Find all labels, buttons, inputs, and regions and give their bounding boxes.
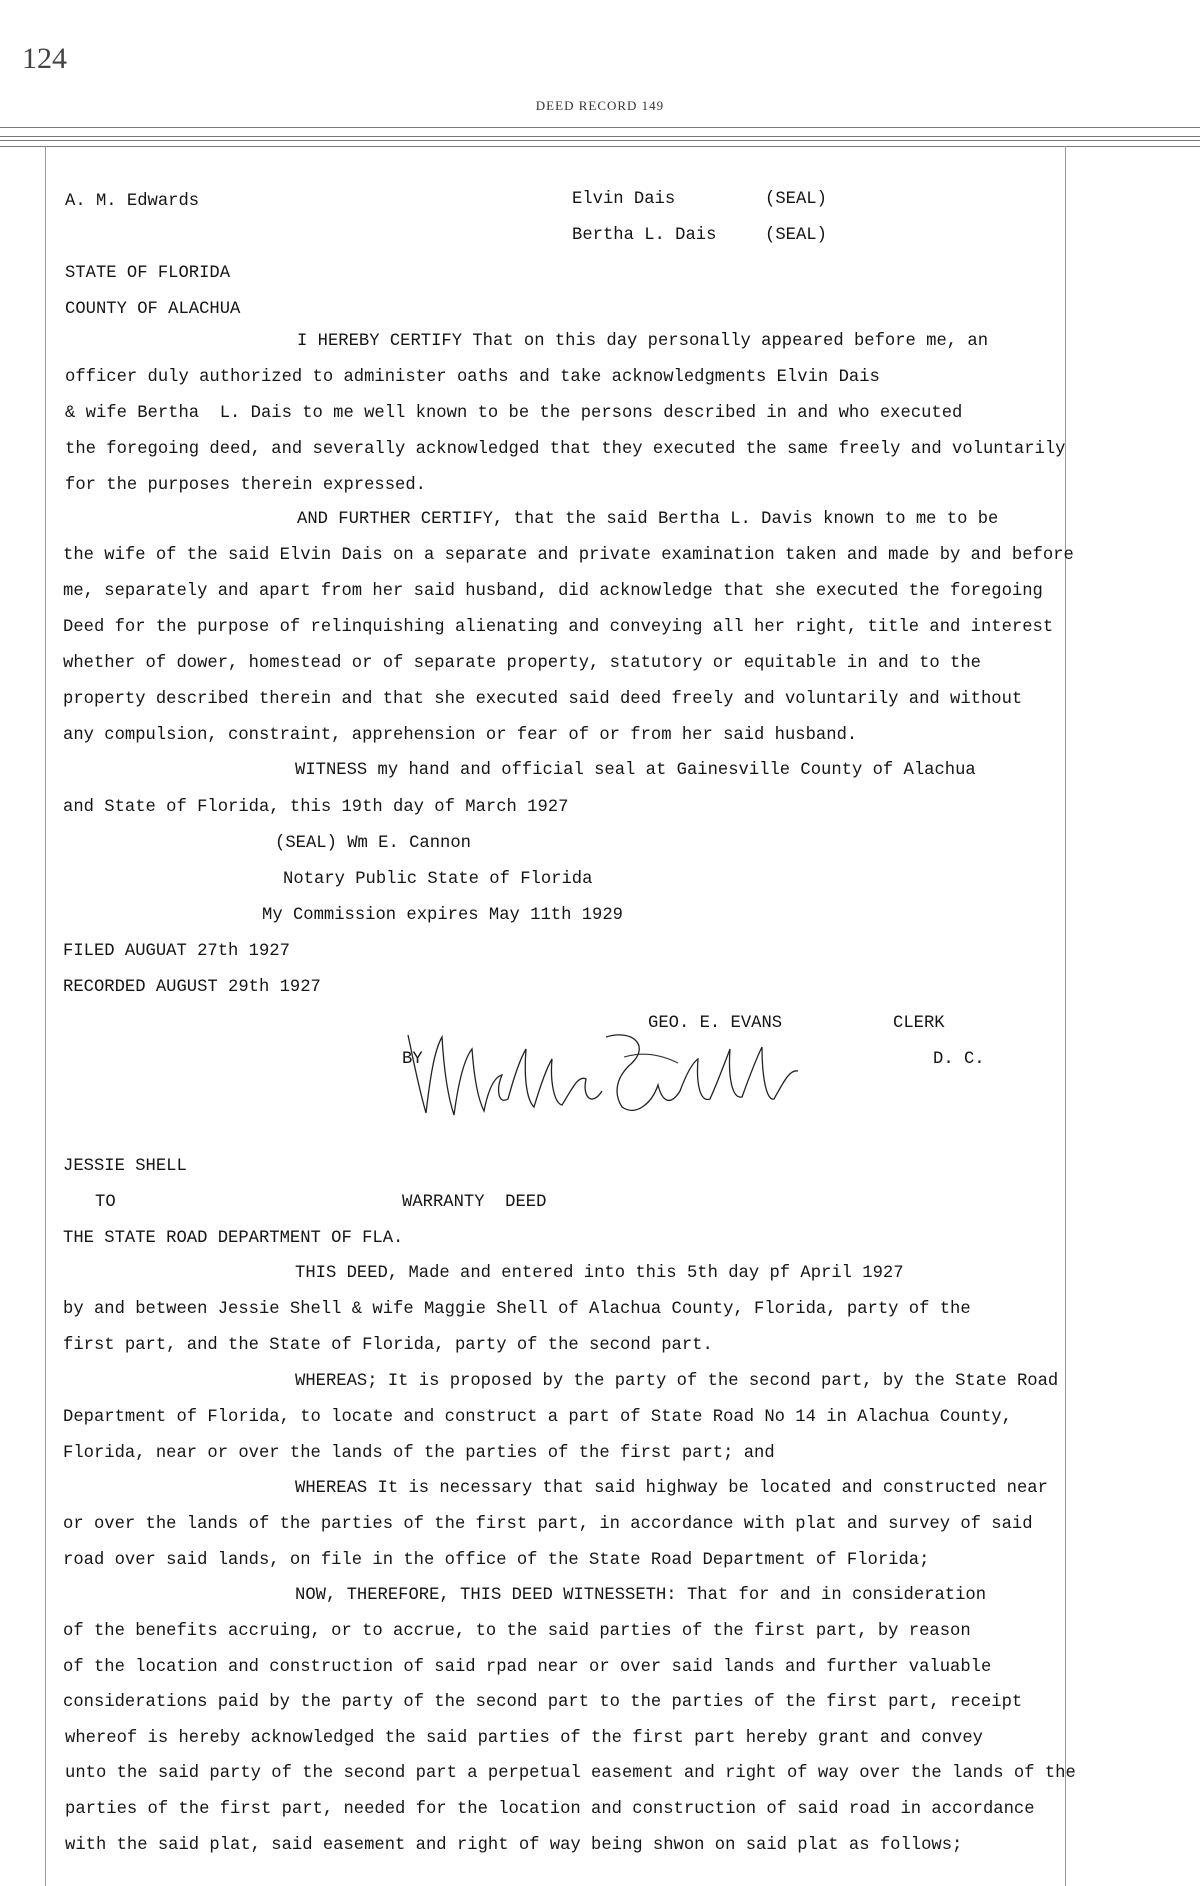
deed-text-line: property described therein and that she executed said deed freely and voluntarily and without [63,690,1023,709]
handwritten-signature [400,1015,810,1130]
deed-text-line: Elvin Dais [572,190,676,209]
deed-text-line: GEO. E. EVANS [648,1014,783,1033]
deed-text-line: & wife Bertha L. Dais to me well known to be the persons described in and who executed [65,404,963,423]
deed-text-line: or over the lands of the parties of the first part, in accordance with plat and survey of said [63,1515,1033,1534]
deed-text-line: THE STATE ROAD DEPARTMENT OF FLA. [63,1229,404,1248]
deed-text-line: with the said plat, said easement and right of way being shwon on said plat as follows; [65,1836,963,1855]
deed-text-line: BY [402,1050,423,1069]
deed-text-line: Notary Public State of Florida [283,870,593,889]
deed-text-line: whether of dower, homestead or of separate property, statutory or equitable in and to the [63,654,981,673]
deed-text-line: for the purposes therein expressed. [65,476,426,495]
deed-text-line: the foregoing deed, and severally acknowledged that they executed the same freely and voluntarily [65,440,1066,459]
deed-text-line: D. C. [933,1050,985,1069]
deed-text-line: whereof is hereby acknowledged the said parties of the first part hereby grant and convey [65,1729,983,1748]
deed-text-line: RECORDED AUGUST 29th 1927 [63,978,321,997]
deed-text-line: I HEREBY CERTIFY That on this day personally appeared before me, an [297,332,989,351]
deed-text-line: FILED AUGUAT 27th 1927 [63,942,290,961]
deed-text-line: Florida, near or over the lands of the parties of the first part; and [63,1444,775,1463]
header-rule-upper [0,136,1200,137]
deed-text-line: JESSIE SHELL [63,1157,187,1176]
deed-text-line: the wife of the said Elvin Dais on a separate and private examination taken and made by and before [63,546,1074,565]
deed-text-line: by and between Jessie Shell & wife Maggie Shell of Alachua County, Florida, party of the [63,1300,971,1319]
deed-text-line: TO [95,1193,116,1212]
deed-text-line: (SEAL) [765,190,827,209]
deed-text-line: and State of Florida, this 19th day of March 1927 [63,798,569,817]
deed-text-line: of the location and construction of said rpad near or over said lands and further valuable [63,1658,992,1677]
deed-text-line: CLERK [893,1014,945,1033]
deed-text-line: WITNESS my hand and official seal at Gainesville County of Alachua [295,761,976,780]
deed-text-line: A. M. Edwards [65,192,200,211]
deed-text-line: me, separately and apart from her said husband, did acknowledge that she executed the foregoing [63,582,1043,601]
deed-text-line: Deed for the purpose of relinquishing alienating and conveying all her right, title and interest [63,618,1054,637]
right-margin-rule [1065,146,1066,1886]
left-margin-rule [45,146,46,1886]
header-rule-lower [0,140,1200,141]
deed-text-line: WARRANTY DEED [402,1193,547,1212]
deed-text-line: THIS DEED, Made and entered into this 5th day pf April 1927 [295,1264,904,1283]
deed-text-line: Department of Florida, to locate and construct a part of State Road No 14 in Alachua County, [63,1408,1012,1427]
deed-text-line: COUNTY OF ALACHUA [65,300,241,319]
deed-text-line: any compulsion, constraint, apprehension or fear of or from her said husband. [63,726,858,745]
deed-text-line: officer duly authorized to administer oaths and take acknowledgments Elvin Dais [65,368,880,387]
header-rule-bottom [0,146,1200,147]
header-rule-top [0,127,1200,128]
deed-text-line: Bertha L. Dais [572,226,717,245]
deed-text-line: AND FURTHER CERTIFY, that the said Bertha L. Davis known to me to be [297,510,999,529]
deed-text-line: of the benefits accruing, or to accrue, to the said parties of the first part, by reason [63,1622,971,1641]
deed-text-line: WHEREAS It is necessary that said highway be located and constructed near [295,1479,1048,1498]
deed-text-line: first part, and the State of Florida, party of the second part. [63,1336,713,1355]
deed-text-line: (SEAL) Wm E. Cannon [275,834,471,853]
book-header: DEED RECORD 149 [535,98,665,113]
deed-text-line: considerations paid by the party of the second part to the parties of the first part, receipt [63,1693,1023,1712]
deed-text-line: unto the said party of the second part a perpetual easement and right of way over the lands of the [65,1764,1076,1783]
deed-text-line: parties of the first part, needed for the location and construction of said road in accordance [65,1800,1035,1819]
page-number: 124 [22,42,67,75]
deed-text-line: (SEAL) [765,226,827,245]
deed-text-line: STATE OF FLORIDA [65,264,231,283]
deed-text-line: My Commission expires May 11th 1929 [262,906,623,925]
deed-text-line: road over said lands, on file in the office of the State Road Department of Florida; [63,1551,930,1570]
deed-text-line: NOW, THEREFORE, THIS DEED WITNESSETH: That for and in consideration [295,1586,987,1605]
deed-text-line: WHEREAS; It is proposed by the party of the second part, by the State Road [295,1372,1059,1391]
